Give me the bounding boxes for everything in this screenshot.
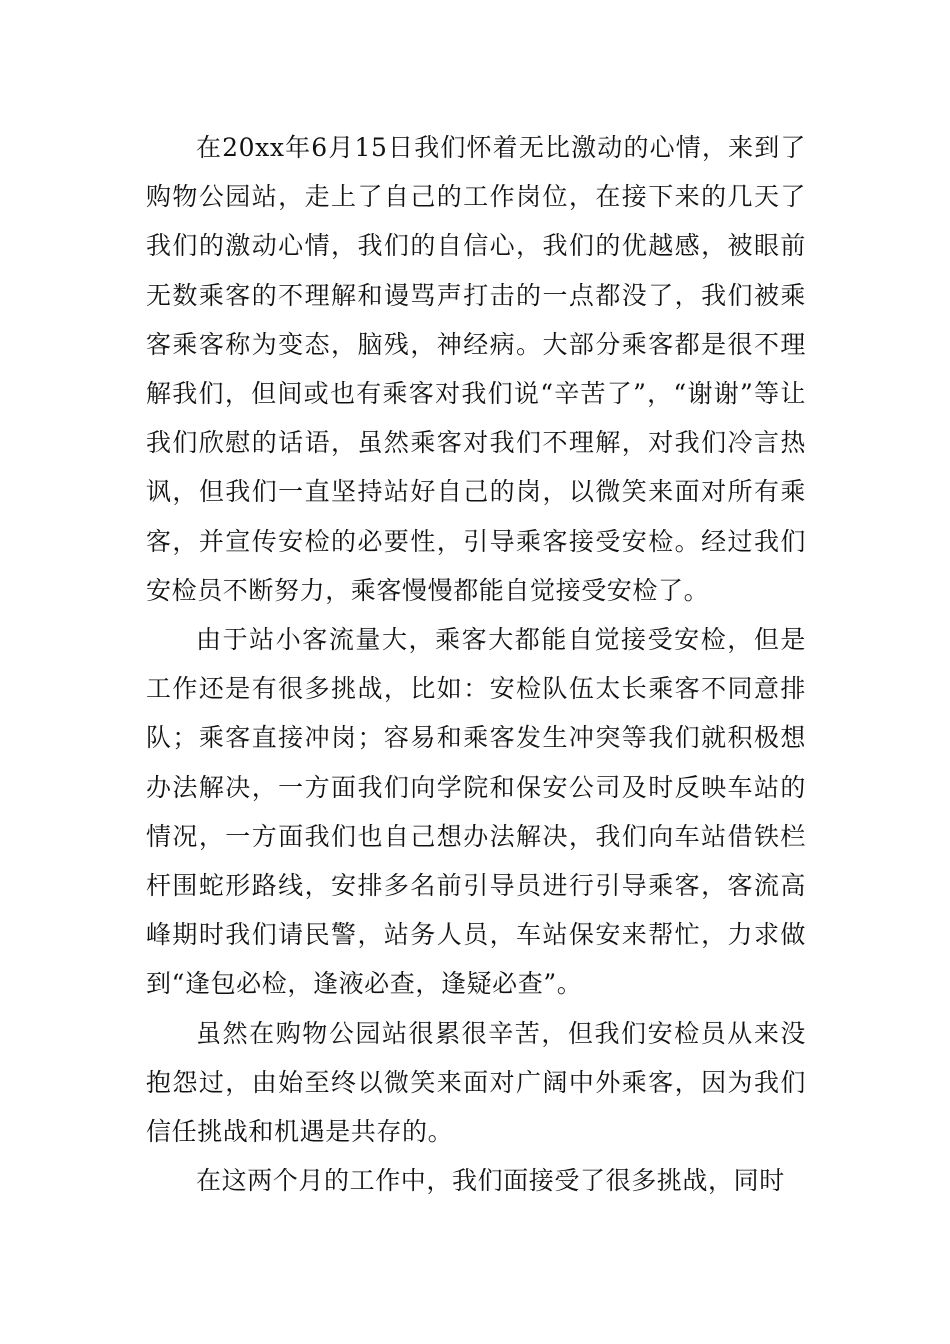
document-body	[146, 123, 806, 1205]
paragraph: 由于站小客流量大，乘客大都能自觉接受安检，但是工作还是有很多挑战，比如：安检队伍太长乘客不同意排队；乘客直接冲岗；容易和乘客发生冲突等我们就积极想办法解决，一方面我们向学院和保安公司及时反映车站的情况，一方面我们也自己想办法解决，我们向车站借铁栏杆围蛇形路线，安排多名前引导员进行引导乘客，客流高峰期时我们请民警，站务人员，车站保安来帮忙，力求做到“逢包必检，逢液必查，逢疑必查”。	[146, 625, 806, 999]
paragraph: 虽然在购物公园站很累很辛苦，但我们安检员从来没抱怨过，由始至终以微笑来面对广阔中外乘客，因为我们信任挑战和机遇是共存的。	[146, 1018, 806, 1147]
paragraph: 在这两个月的工作中，我们面接受了很多挑战，同时	[196, 1166, 785, 1196]
paragraph: 在20xx年6月15日我们怀着无比激动的心情，来到了购物公园站，走上了自己的工作岗位，在接下来的几天了我们的激动心情，我们的自信心，我们的优越感，被眼前无数乘客的不理解和谩骂声打击的一点都没了，我们被乘客乘客称为变态，脑残，神经病。大部分乘客都是很不理解我们，但间或也有乘客对我们说“辛苦了”，“谢谢”等让我们欣慰的话语，虽然乘客对我们不理解，对我们冷言热讽，但我们一直坚持站好自己的岗，以微笑来面对所有乘客，并宣传安检的必要性，引导乘客接受安检。经过我们安检员不断努力，乘客慢慢都能自觉接受安检了。	[146, 133, 806, 605]
